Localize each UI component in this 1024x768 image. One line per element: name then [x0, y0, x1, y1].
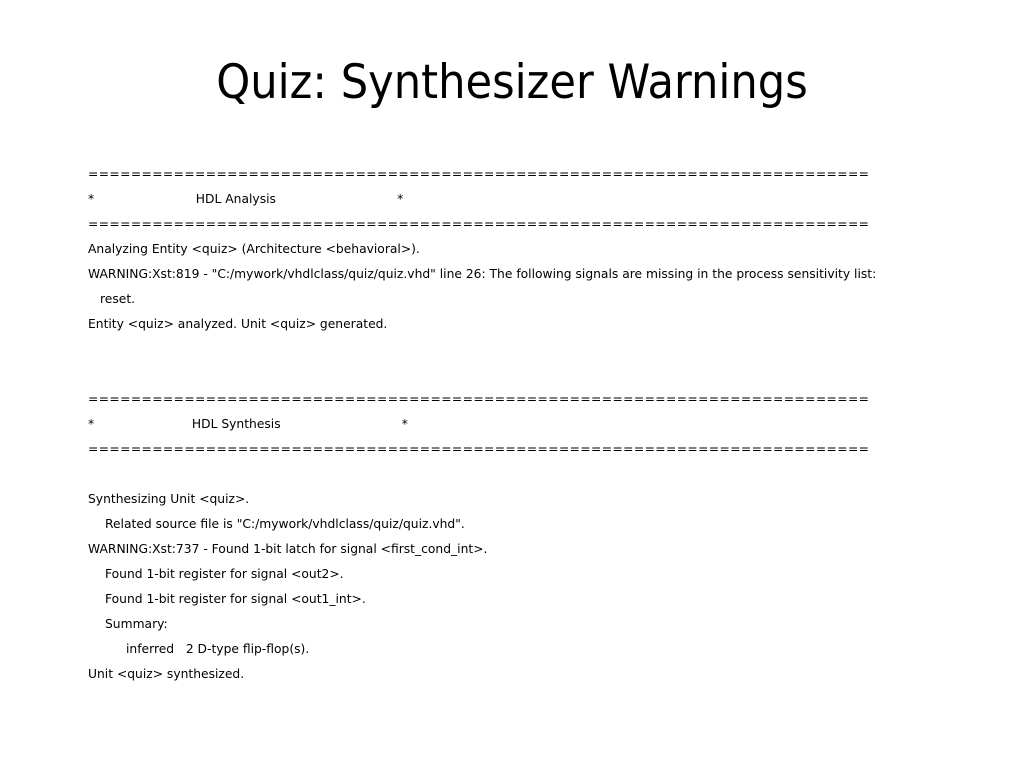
log-separator: =========================================================================	[88, 442, 870, 456]
log-separator: =========================================================================	[88, 392, 870, 406]
log-line-register-out1-int: Found 1-bit register for signal <out1_int>.	[105, 592, 366, 606]
log-blank-line	[88, 337, 988, 362]
slide-title: Quiz: Synthesizer Warnings	[216, 55, 808, 110]
synthesis-log	[88, 162, 988, 687]
log-line-analyzing-entity: Analyzing Entity <quiz> (Architecture <behavioral>).	[88, 242, 420, 256]
log-section-header-hdl-analysis: * HDL Analysis *	[88, 192, 404, 206]
log-line-register-out2: Found 1-bit register for signal <out2>.	[105, 567, 344, 581]
log-blank-line	[88, 362, 988, 387]
log-blank-line	[88, 462, 988, 487]
log-line-summary: Summary:	[105, 617, 168, 631]
log-separator: =========================================================================	[88, 217, 870, 231]
log-line-synthesizing-unit: Synthesizing Unit <quiz>.	[88, 492, 250, 506]
log-line-inferred-flip-flops: inferred 2 D-type flip-flop(s).	[126, 642, 310, 656]
log-line-reset: reset.	[100, 292, 136, 306]
log-line-entity-analyzed: Entity <quiz> analyzed. Unit <quiz> generated.	[88, 317, 388, 331]
log-section-header-hdl-synthesis: * HDL Synthesis *	[88, 417, 408, 431]
log-separator: =========================================================================	[88, 167, 870, 181]
log-line-related-source: Related source file is "C:/mywork/vhdlclass/quiz/quiz.vhd".	[105, 517, 465, 531]
log-warning-latch: WARNING:Xst:737 - Found 1-bit latch for signal <first_cond_int>.	[88, 542, 488, 556]
log-warning-sensitivity-list: WARNING:Xst:819 - "C:/mywork/vhdlclass/quiz/quiz.vhd" line 26: The following signals are missing in the process sensitivity list:	[88, 267, 877, 281]
log-line-unit-synthesized: Unit <quiz> synthesized.	[88, 667, 245, 681]
